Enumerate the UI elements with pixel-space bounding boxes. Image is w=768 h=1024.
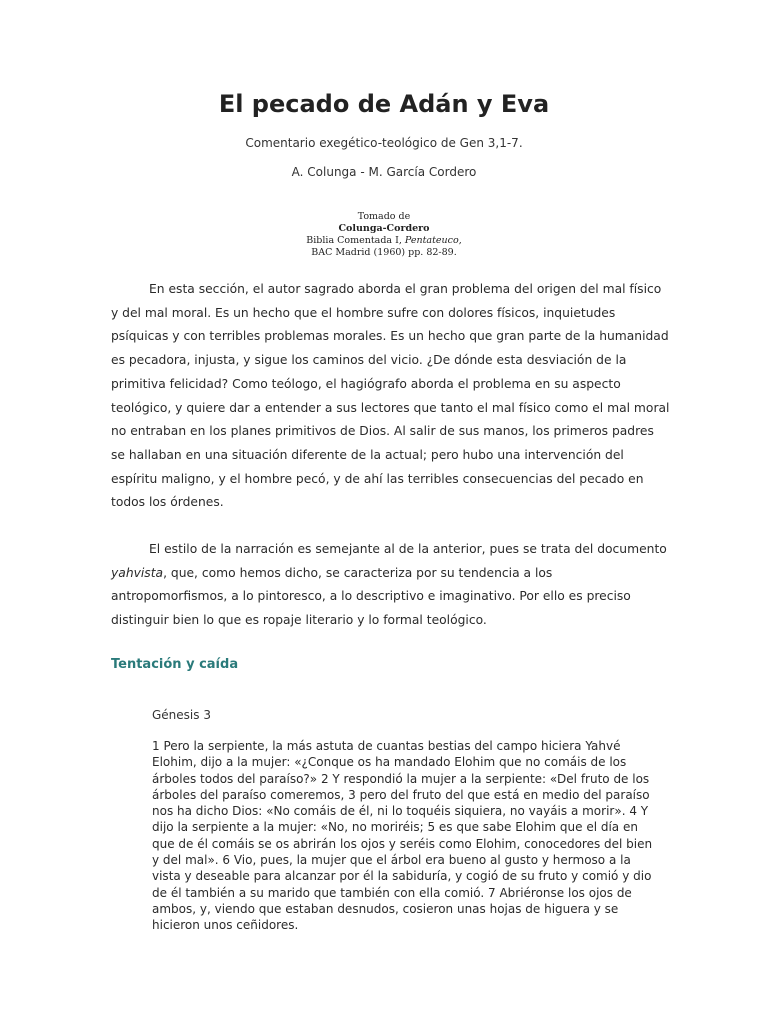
verse-text: 1 Pero la serpiente, la más astuta de cuantas bestias del campo hiciera Yahvé Elohim, dijo a la mujer: «¿Conque os ha mandado Elohim que no comáis de los árboles todos del paraíso?» 2 Y respondió la mujer a la serpiente: «Del fruto de los árboles del paraíso comeremos, 3 pero del fruto del que está en medio del paraíso nos ha dicho Dios: «No comáis de él, ni lo toquéis siquiera, no vayáis a morir». 4 Y dijo la serpiente a la mujer: «No, no moriréis; 5 es que sabe Elohim que el día en que de él comáis se os abrirán los ojos y seréis como Elohim, conocedores del bien y del mal». 6 Vio, pues, la mujer que el árbol era bueno al gusto y hermoso a la vista y deseable para alcanzar por él la sabiduría, y cogió de su fruto y comió y dio de él también a su marido que también con ella comió. 7 Abriéronse los ojos de ambos, y, viendo que estaban desnudos, cosieron unas hojas de higuera y se hicieron unos ceñidores. (152, 739, 653, 933)
authors: A. Colunga - M. García Cordero (291, 165, 477, 179)
paragraph-2-italic: yahvista (111, 565, 164, 580)
source-line-3-italic: Pentateuco (404, 235, 459, 246)
paragraph-2-before: El estilo de la narración es semejante al de la anterior, pues se trata del documento (149, 542, 667, 556)
source-line-4: BAC Madrid (1960) pp. 82-89. (311, 247, 457, 258)
genesis-label: Génesis 3 (152, 708, 211, 722)
subtitle: Comentario exegético-teológico de Gen 3,1-7. (245, 136, 523, 150)
page-title: El pecado de Adán y Eva (218, 90, 550, 118)
source-name: Colunga-Cordero (338, 223, 430, 234)
source-line-3-suffix: , (458, 235, 462, 246)
section-heading: Tentación y caída (111, 657, 239, 672)
paragraph-2 (111, 538, 671, 633)
source-line-3-prefix: Biblia Comentada I, (306, 235, 405, 246)
source-line-1: Tomado de (357, 211, 411, 222)
paragraph-2-after: , que, como hemos dicho, se caracteriza por su tendencia a los antropomorfismos, a lo pintoresco, a lo descriptivo e imaginativo. Por ello es preciso distinguir bien lo que es ropaje literario y lo formal teológico. (111, 565, 631, 628)
source-citation (0, 211, 768, 259)
source-line-3 (0, 235, 768, 247)
paragraph-1: En esta sección, el autor sagrado aborda el gran problema del origen del mal físico y del mal moral. Es un hecho que el hombre sufre con dolores físicos, inquietudes psíquicas y con terribles problemas morales. Es un hecho que gran parte de la humanidad es pecadora, injusta, y sigue los caminos del vicio. ¿De dónde esta desviación de la primitiva felicidad? Como teólogo, el hagiógrafo aborda el problema en su aspecto teológico, y quiere dar a entender a sus lectores que tanto el mal físico como el mal moral no entraban en los planes primitivos de Dios. Al salir de sus manos, los primeros padres se hallaban en una situación diferente de la actual; pero hubo una intervención del espíritu maligno, y el hombre pecó, y de ahí las terribles consecuencias del pecado en todos los órdenes. (111, 282, 670, 510)
